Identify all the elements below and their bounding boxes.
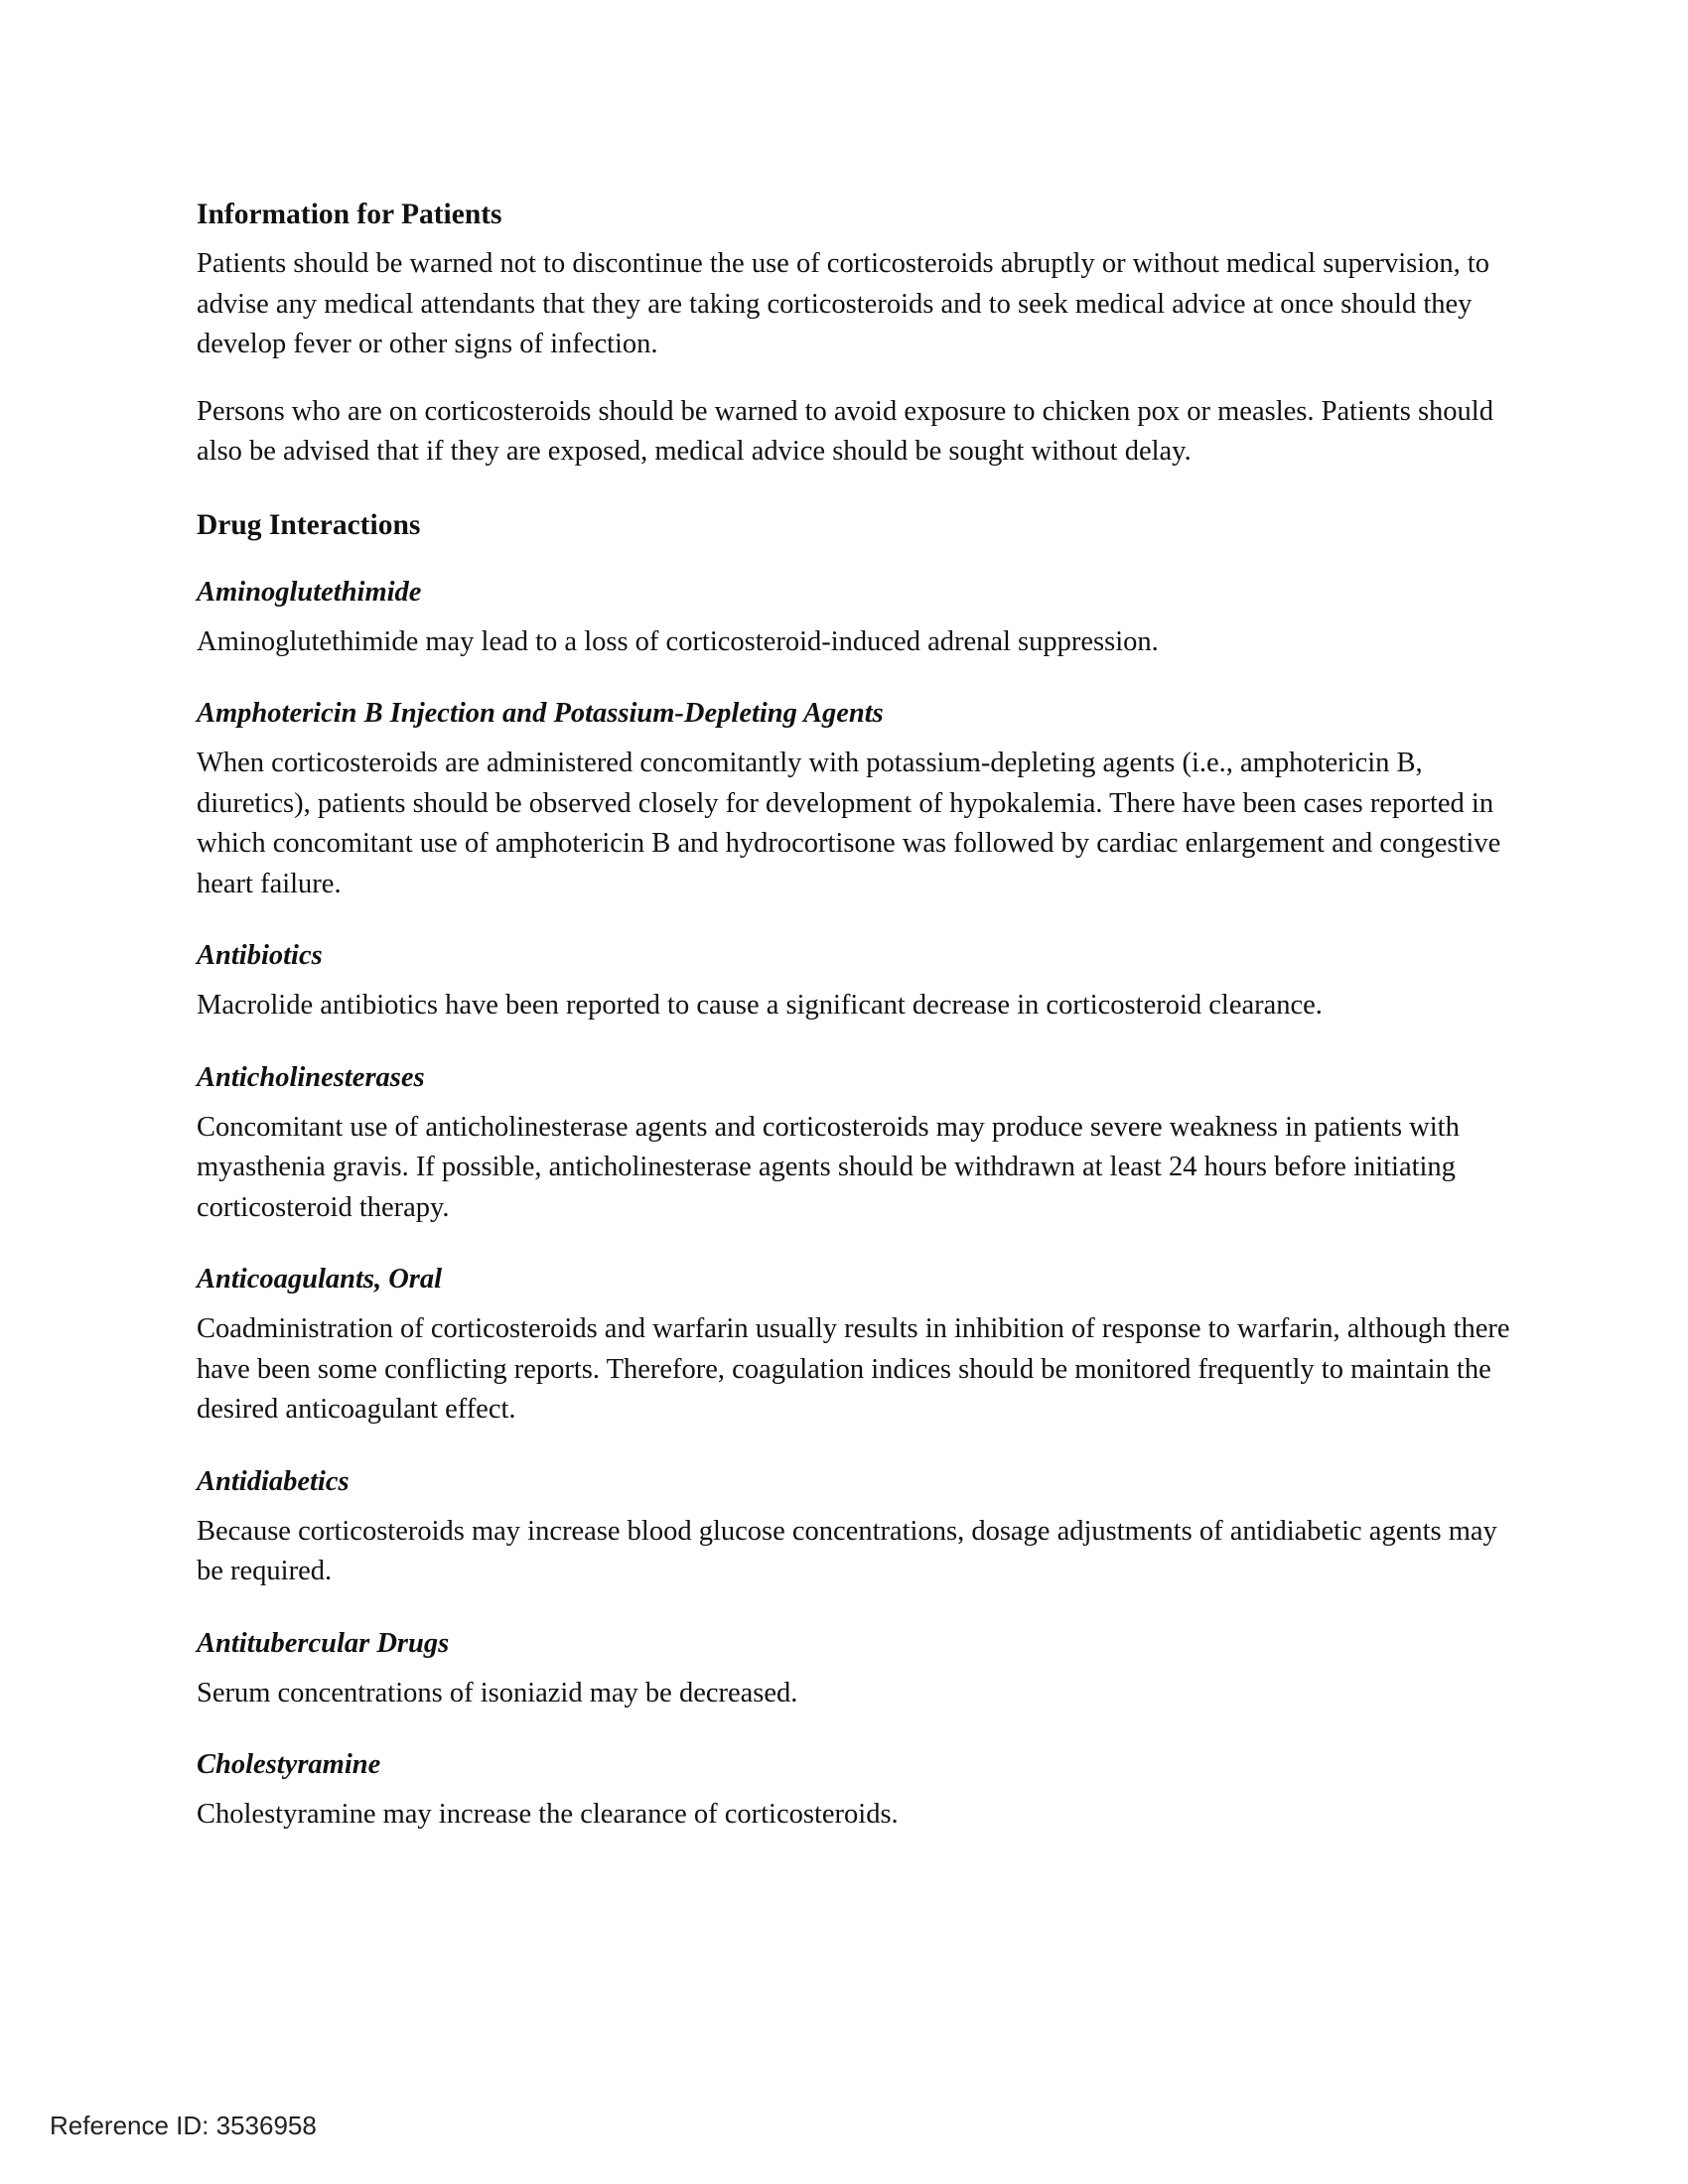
page-content	[197, 195, 1517, 1836]
interaction-title: Amphotericin B Injection and Potassium-Depleting Agents	[197, 698, 884, 729]
paragraph-patient-warning: Patients should be warned not to discontinue the use of corticosteroids abruptly or without medical supervision, to advise any medical attendants that they are taking corticosteroids and to seek medical advice at once should they develop fever or other signs of infection.	[197, 248, 1490, 359]
interaction-title: Antitubercular Drugs	[197, 1627, 450, 1659]
interaction-cholestyramine	[197, 1745, 1517, 1836]
section-heading-information-for-patients: Information for Patients	[197, 199, 502, 230]
interaction-text: Serum concentrations of isoniazid may be decreased.	[197, 1677, 798, 1708]
interaction-title: Antibiotics	[197, 940, 323, 971]
interaction-text: Aminoglutethimide may lead to a loss of corticosteroid-induced adrenal suppression.	[197, 625, 1159, 657]
interaction-antidiabetics	[197, 1462, 1517, 1592]
interaction-anticholinesterases	[197, 1058, 1517, 1229]
interaction-title: Antidiabetics	[197, 1465, 350, 1497]
interaction-title: Anticoagulants, Oral	[197, 1264, 443, 1295]
interaction-text: Cholestyramine may increase the clearance of corticosteroids.	[197, 1799, 899, 1830]
interaction-text: When corticosteroids are administered concomitantly with potassium-depleting agents (i.e., amphotericin B, diuretics), patients should be observed closely for development of hypokalemia. There have been cases reported in which concomitant use of amphotericin B and hydrocortisone was followed by cardiac enlargement and congestive heart failure.	[197, 748, 1501, 899]
drug-interactions-section	[197, 505, 1517, 1836]
interaction-title: Cholestyramine	[197, 1749, 381, 1780]
information-for-patients-section	[197, 195, 1517, 473]
interaction-text: Macrolide antibiotics have been reported to cause a significant decrease in corticosteroid clearance.	[197, 990, 1323, 1021]
interaction-text: Coadministration of corticosteroids and warfarin usually results in inhibition of response to warfarin, although there have been some conflicting reports. Therefore, coagulation indices should be monitored frequently to maintain the desired anticoagulant effect.	[197, 1313, 1510, 1425]
reference-id: Reference ID: 3536958	[50, 2111, 317, 2140]
interaction-title: Aminoglutethimide	[197, 576, 422, 608]
interaction-antibiotics	[197, 936, 1517, 1026]
interaction-antitubercular-drugs	[197, 1624, 1517, 1714]
interaction-text: Concomitant use of anticholinesterase agents and corticosteroids may produce severe weakness in patients with myasthenia gravis. If possible, anticholinesterase agents should be withdrawn at least 24 hours before initiating corticosteroid therapy.	[197, 1111, 1460, 1223]
interaction-text: Because corticosteroids may increase blood glucose concentrations, dosage adjustments of antidiabetic agents may be required.	[197, 1515, 1497, 1586]
interaction-aminoglutethimide	[197, 573, 1517, 663]
interaction-title: Anticholinesterases	[197, 1061, 425, 1093]
section-heading-drug-interactions: Drug Interactions	[197, 508, 421, 541]
interaction-anticoagulants-oral	[197, 1260, 1517, 1431]
interaction-amphotericin-b	[197, 694, 1517, 904]
paragraph-chicken-pox-measles: Persons who are on corticosteroids should be warned to avoid exposure to chicken pox or measles. Patients should also be advised that if they are exposed, medical advice should be sought without delay.	[197, 395, 1493, 467]
